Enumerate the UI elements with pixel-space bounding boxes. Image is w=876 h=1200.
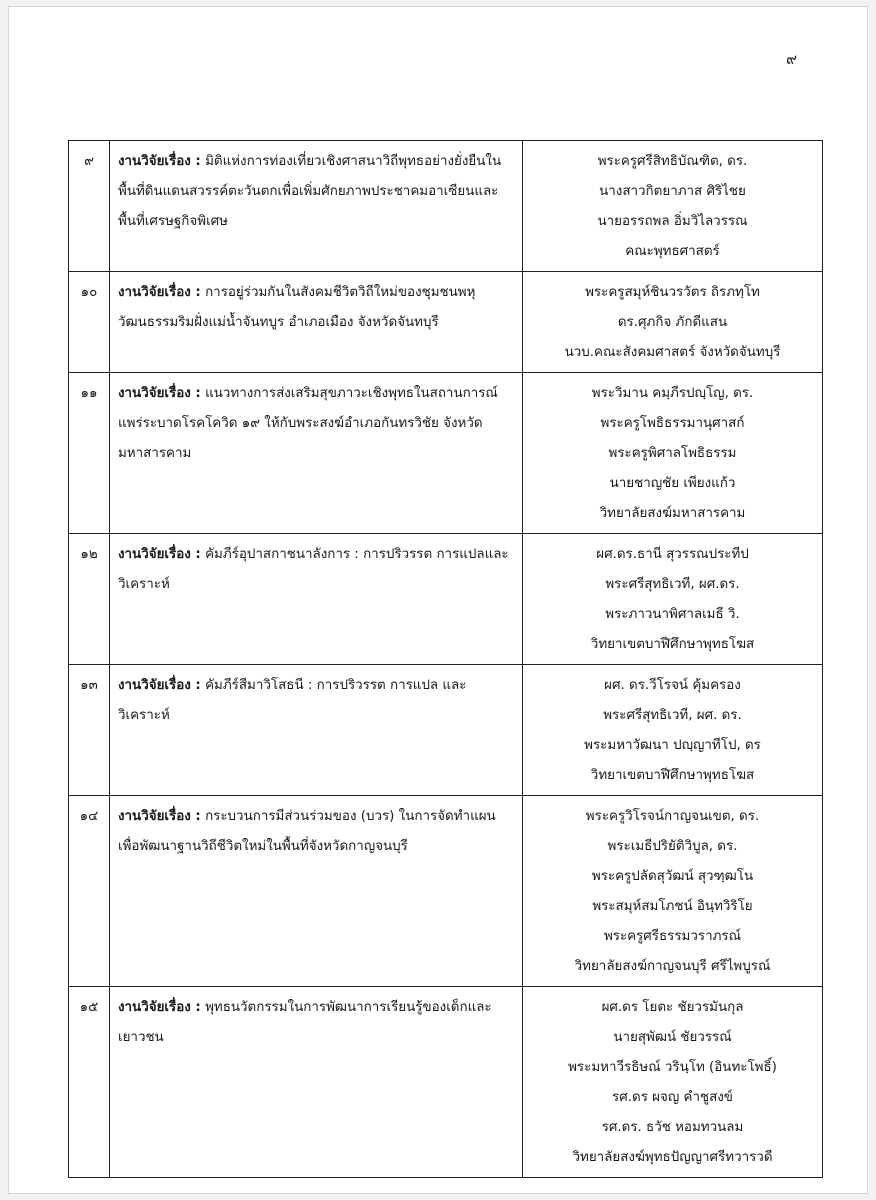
row-number: ๑๓ <box>69 665 110 796</box>
research-label: งานวิจัยเรื่อง : <box>118 547 201 562</box>
researcher-name: นายสุพัฒน์ ชัยวรรณ์ <box>613 1030 732 1045</box>
researchers-cell <box>523 373 823 534</box>
table-row <box>69 373 823 534</box>
researcher-name: พระครูศรีธรรมวราภรณ์ <box>603 929 742 944</box>
researchers-cell <box>523 141 823 272</box>
researcher-name: วิทยาลัยสงฆ์พุทธปัญญาศรีทวารวดี <box>572 1150 773 1165</box>
researcher-name: วิทยาลัยสงฆ์มหาสารคาม <box>599 506 746 521</box>
document-page <box>8 6 868 1194</box>
researcher-name: พระครูปลัดสุวัฒน์ สุวฑฺฒโน <box>591 869 754 884</box>
research-title: พุทธนวัตกรรมในการพัฒนาการเรียนรู้ของเด็กและเยาวชน <box>118 1000 492 1045</box>
table-row <box>69 141 823 272</box>
research-title: แนวทางการส่งเสริมสุขภาวะเชิงพุทธในสถานการณ์แพร่ระบาดโรคโควิด ๑๙ ให้กับพระสงฆ์อำเภอกันทรวิชัย จังหวัดมหาสารคาม <box>118 386 498 461</box>
research-title-cell <box>110 141 523 272</box>
page-number: ๙ <box>786 50 797 68</box>
research-title: มิติแห่งการท่องเที่ยวเชิงศาสนาวิถีพุทธอย่างยั่งยืนในพื้นที่ดินแดนสวรรค์ตะวันตกเพื่อเพิ่มศักยภาพประชาคมอาเซียนและพื้นที่เศรษฐกิจพิเศษ <box>118 154 502 229</box>
table-row <box>69 272 823 373</box>
researcher-name: พระครูโพธิธรรมานุศาสก์ <box>600 416 745 431</box>
researcher-name: พระมหาวัฒนา ปญฺญาทีโป, ดร <box>584 738 761 753</box>
research-title-cell <box>110 534 523 665</box>
row-number: ๑๑ <box>69 373 110 534</box>
research-table-body <box>69 141 823 1178</box>
research-title: การอยู่ร่วมกันในสังคมชีวิตวิถีใหม่ของชุมชนพหุวัฒนธรรมริมฝั่งแม่น้ำจันทบูร อำเภอเมือง จังหวัดจันทบุรี <box>118 285 476 330</box>
researcher-name: รศ.ดร. ธวัช หอมทวนลม <box>601 1120 744 1135</box>
researcher-name: พระครูวิโรจน์กาญจนเขต, ดร. <box>585 809 760 824</box>
researcher-name: พระครูพิศาลโพธิธรรม <box>608 446 737 461</box>
research-title-cell <box>110 665 523 796</box>
research-title-cell <box>110 796 523 987</box>
research-table <box>68 140 823 1178</box>
research-title-cell <box>110 272 523 373</box>
research-title: คัมภีร์สีมาวิโสธนี : การปริวรรต การแปล และวิเคราะห์ <box>118 678 467 723</box>
researcher-name: นายอรรถพล อิ่มวิไลวรรณ <box>597 214 748 229</box>
research-label: งานวิจัยเรื่อง : <box>118 1000 201 1015</box>
researcher-name: วิทยาลัยสงฆ์กาญจนบุรี ศรีไพบูรณ์ <box>574 959 771 974</box>
researcher-name: พระภาวนาพิศาลเมธี วิ. <box>605 607 740 622</box>
researcher-name: ดร.ศุภกิจ ภักดีแสน <box>617 315 728 330</box>
research-title: คัมภีร์อุปาสกาชนาลังการ : การปริวรรต การแปลและวิเคราะห์ <box>118 547 509 592</box>
researcher-name: คณะพุทธศาสตร์ <box>625 244 720 259</box>
table-row <box>69 665 823 796</box>
research-title-cell <box>110 987 523 1178</box>
research-label: งานวิจัยเรื่อง : <box>118 678 201 693</box>
row-number: ๙ <box>69 141 110 272</box>
researcher-name: ผศ. ดร.วีโรจน์ คุ้มครอง <box>604 678 741 693</box>
row-number: ๑๐ <box>69 272 110 373</box>
researchers-cell <box>523 987 823 1178</box>
research-label: งานวิจัยเรื่อง : <box>118 154 201 169</box>
researcher-name: นายชาญชัย เพียงแก้ว <box>609 476 736 491</box>
researcher-name: พระมหาวีรธิษณ์ วรินฺโท (อินทะโพธิ์) <box>568 1060 777 1075</box>
researchers-cell <box>523 796 823 987</box>
table-row <box>69 987 823 1178</box>
table-row <box>69 796 823 987</box>
researcher-name: นวบ.คณะสังคมศาสตร์ จังหวัดจันทบุรี <box>564 345 781 360</box>
researcher-name: พระสมุห์สมโภชน์ อินฺทวิริโย <box>592 899 753 914</box>
row-number: ๑๕ <box>69 987 110 1178</box>
researcher-name: พระวิมาน คมฺภีรปญฺโญ, ดร. <box>591 386 754 401</box>
researchers-cell <box>523 665 823 796</box>
research-label: งานวิจัยเรื่อง : <box>118 809 201 824</box>
researcher-name: วิทยาเขตบาฬีศึกษาพุทธโฆส <box>590 637 755 652</box>
row-number: ๑๒ <box>69 534 110 665</box>
researcher-name: รศ.ดร ผจญ คำชูสงข์ <box>612 1090 733 1105</box>
researchers-cell <box>523 272 823 373</box>
researcher-name: พระศรีสุทธิเวที, ผศ. ดร. <box>603 708 742 723</box>
researcher-name: พระเมธีปริยัติวิบูล, ดร. <box>607 839 738 854</box>
research-label: งานวิจัยเรื่อง : <box>118 386 201 401</box>
table-row <box>69 534 823 665</box>
researcher-name: พระครูศรีสิทธิบัณฑิต, ดร. <box>597 154 748 169</box>
research-title-cell <box>110 373 523 534</box>
researcher-name: พระศรีสุทธิเวที, ผศ.ดร. <box>605 577 740 592</box>
researcher-name: ผศ.ดร.ธานี สุวรรณประทีป <box>596 547 749 562</box>
researcher-name: วิทยาเขตบาฬีศึกษาพุทธโฆส <box>590 768 755 783</box>
researchers-cell <box>523 534 823 665</box>
research-title: กระบวนการมีส่วนร่วมของ (บวร) ในการจัดทำแผนเพื่อพัฒนาฐานวิถีชีวิตใหม่ในพื้นที่จังหวัดกาญจนบุรี <box>118 809 496 854</box>
research-label: งานวิจัยเรื่อง : <box>118 285 201 300</box>
researcher-name: พระครูสมุห์ชินวรวัตร ถิรภทฺโท <box>585 285 760 300</box>
researcher-name: นางสาวกิตยาภาส ศิริไชย <box>599 184 746 199</box>
row-number: ๑๔ <box>69 796 110 987</box>
researcher-name: ผศ.ดร โยตะ ชัยวรมันกุล <box>601 1000 744 1015</box>
